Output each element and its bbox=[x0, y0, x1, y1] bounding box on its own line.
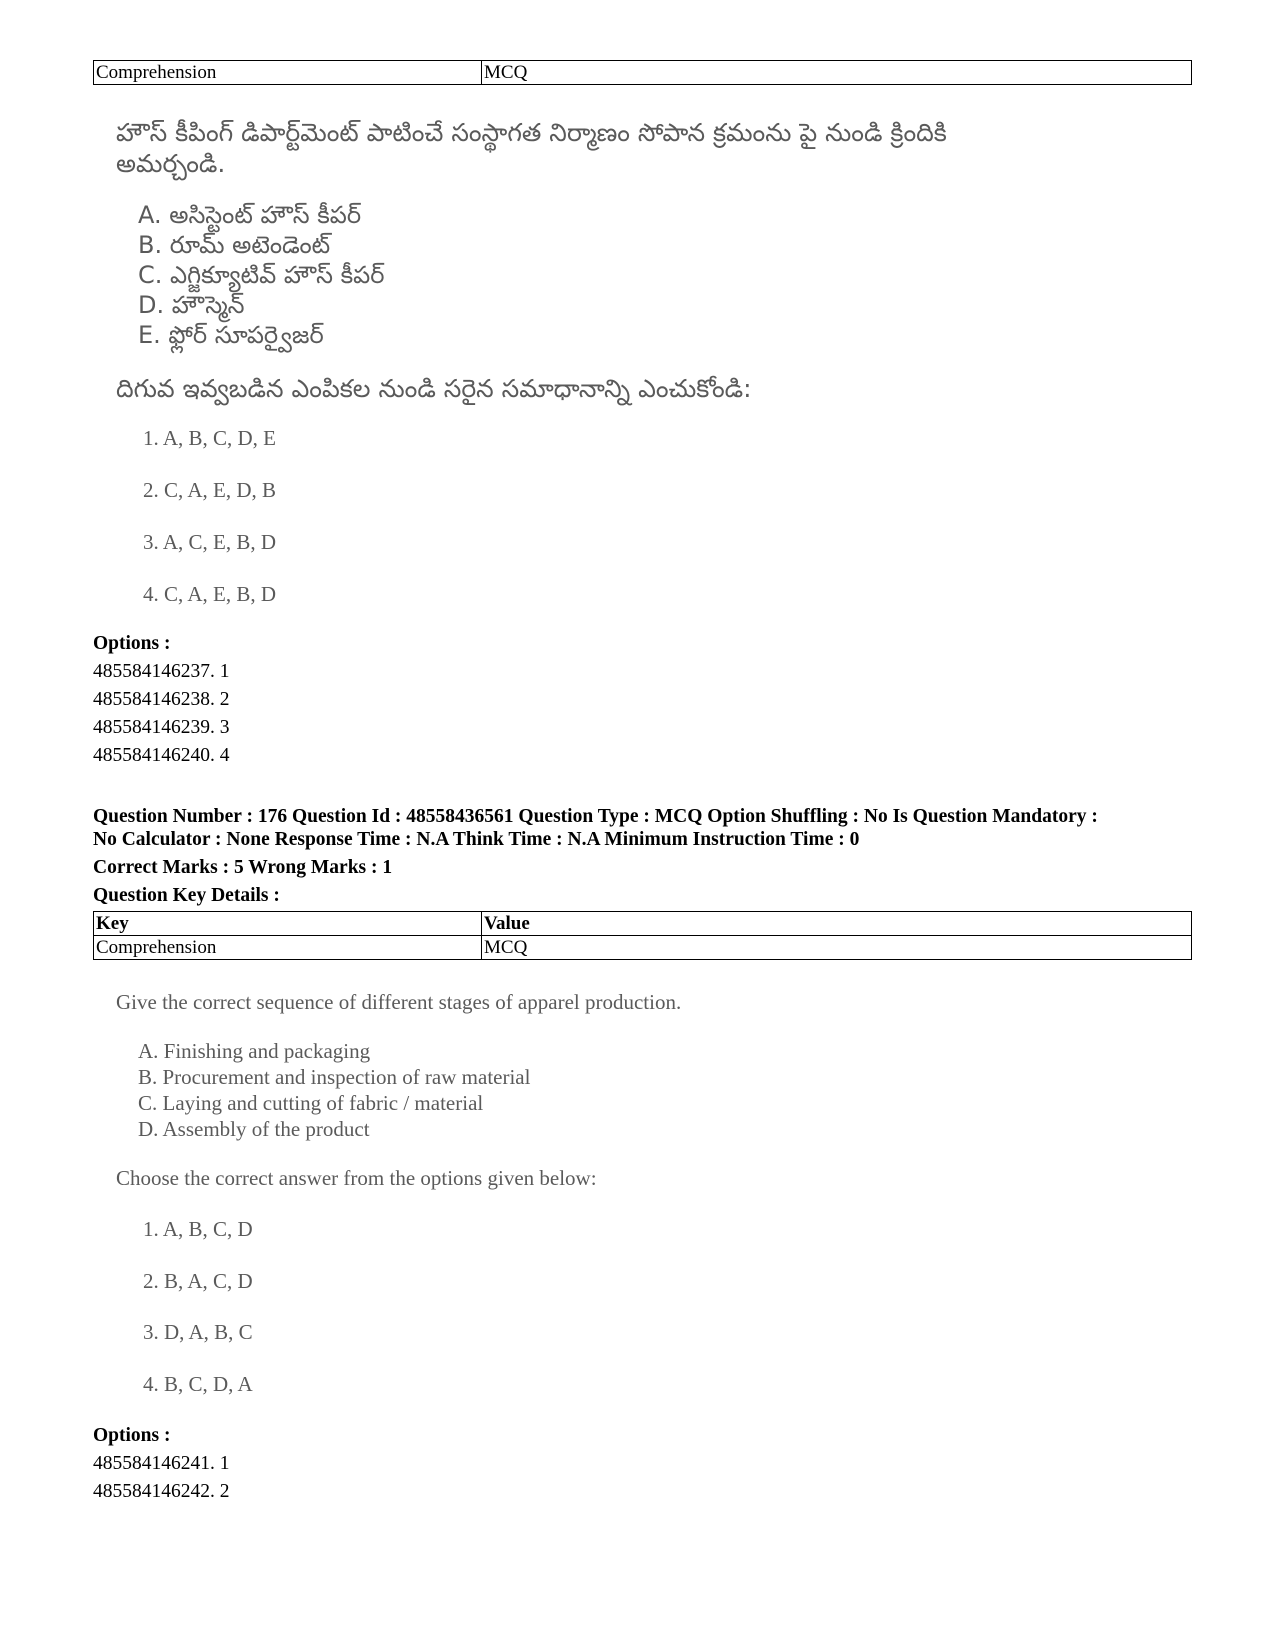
answer-choice: 1. A, B, C, D, E bbox=[143, 426, 277, 450]
option-item: 485584146238. 2 bbox=[93, 689, 230, 710]
question-meta-line1: Question Number : 176 Question Id : 48558436561 Question Type : MCQ Option Shuffling : No Is Question Mandatory : bbox=[93, 806, 1098, 827]
key-details-label: Question Key Details : bbox=[93, 885, 280, 906]
list-item: B. రూమ్ అటెండెంట్ bbox=[138, 231, 331, 259]
instruction-text-176: Choose the correct answer from the options given below: bbox=[116, 1166, 597, 1190]
list-item: C. ఎగ్జిక్యూటివ్ హౌస్ కీపర్ bbox=[138, 261, 385, 289]
answer-choice: 4. B, C, D, A bbox=[143, 1372, 253, 1396]
list-item: A. అసిస్టెంట్ హౌస్ కీపర్ bbox=[138, 201, 362, 229]
table-row bbox=[94, 936, 1192, 960]
question-meta-line2: No Calculator : None Response Time : N.A Think Time : N.A Minimum Instruction Time : 0 bbox=[93, 829, 860, 850]
value-cell: MCQ bbox=[482, 61, 1192, 85]
key-cell: Comprehension bbox=[94, 936, 482, 960]
list-item: A. Finishing and packaging bbox=[138, 1039, 371, 1063]
key-cell: Comprehension bbox=[94, 61, 482, 85]
answer-choice: 4. C, A, E, B, D bbox=[143, 582, 277, 606]
answer-choice: 3. D, A, B, C bbox=[143, 1320, 253, 1344]
list-item: C. Laying and cutting of fabric / material bbox=[138, 1091, 484, 1115]
list-item: E. ఫ్లోర్ సూపర్వైజర్ bbox=[138, 321, 324, 349]
option-item: 485584146242. 2 bbox=[93, 1481, 230, 1502]
table-row bbox=[94, 61, 1192, 85]
answer-choice: 3. A, C, E, B, D bbox=[143, 530, 277, 554]
options-label-176: Options : bbox=[93, 1425, 171, 1446]
answer-choice: 2. B, A, C, D bbox=[143, 1269, 253, 1293]
marks-line: Correct Marks : 5 Wrong Marks : 1 bbox=[93, 857, 393, 878]
answer-choice: 2. C, A, E, D, B bbox=[143, 478, 277, 502]
list-item: D. Assembly of the product bbox=[138, 1117, 370, 1141]
question-key-table-175 bbox=[93, 60, 1192, 85]
options-label-175: Options : bbox=[93, 633, 171, 654]
list-item: D. హౌస్మెన్ bbox=[138, 291, 245, 319]
header-value-cell: Value bbox=[482, 912, 1192, 936]
option-item: 485584146241. 1 bbox=[93, 1453, 230, 1474]
option-item: 485584146240. 4 bbox=[93, 745, 230, 766]
table-header-row bbox=[94, 912, 1192, 936]
header-key-cell: Key bbox=[94, 912, 482, 936]
option-item: 485584146237. 1 bbox=[93, 661, 230, 682]
question-text-175-line2: అమర్చండి. bbox=[116, 149, 226, 178]
answer-choice: 1. A, B, C, D bbox=[143, 1217, 253, 1241]
value-cell: MCQ bbox=[482, 936, 1192, 960]
question-text-176: Give the correct sequence of different stages of apparel production. bbox=[116, 990, 682, 1014]
option-item: 485584146239. 3 bbox=[93, 717, 230, 738]
question-key-table-176 bbox=[93, 911, 1192, 960]
instruction-text-175: దిగువ ఇవ్వబడిన ఎంపికల నుండి సరైన సమాధానాన్ని ఎంచుకోండి: bbox=[116, 374, 752, 403]
question-text-175-line1: హౌస్ కీపింగ్ డిపార్ట్‌మెంట్ పాటించే సంస్థాగత నిర్మాణం సోపాన క్రమంను పై నుండి క్రిందికి bbox=[116, 118, 947, 147]
list-item: B. Procurement and inspection of raw material bbox=[138, 1065, 531, 1089]
